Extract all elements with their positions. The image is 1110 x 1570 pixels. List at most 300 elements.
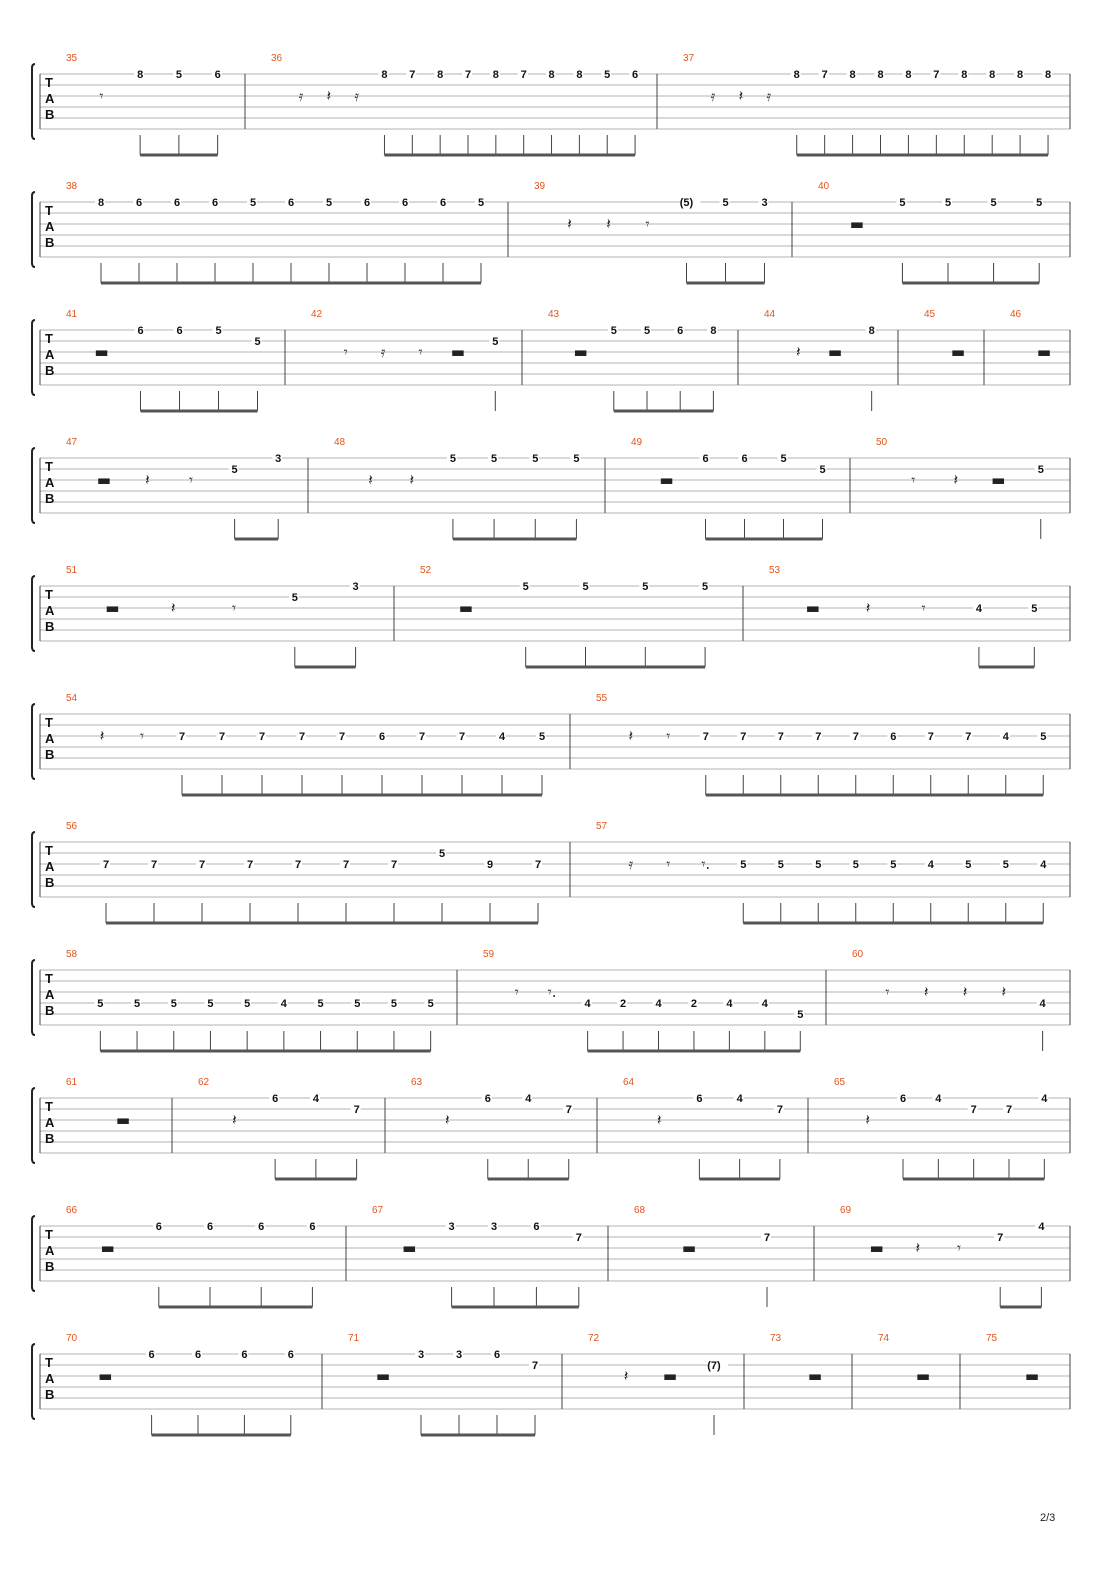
measure-number: 54: [66, 693, 78, 704]
measure: [271, 53, 639, 155]
measure: [348, 1333, 539, 1435]
measure: [924, 309, 965, 361]
fret-number: 4: [927, 859, 934, 871]
measure-number: 36: [271, 53, 283, 64]
rest-symbol: ▬: [450, 343, 465, 361]
rest-symbol: 𝄾: [343, 343, 348, 361]
fret-number: 6: [194, 1349, 202, 1361]
fret-number: 4: [935, 1093, 942, 1105]
measure-number: 39: [534, 181, 546, 192]
measure: [66, 821, 542, 923]
fret-number: 8: [961, 69, 968, 81]
rest-symbol: 𝄿: [710, 87, 716, 105]
rest-symbol: ▬: [98, 1367, 113, 1385]
fret-number: 5: [990, 197, 997, 209]
fret-number: 6: [135, 197, 143, 209]
fret-number: 3: [455, 1349, 463, 1361]
fret-number: 8: [1017, 69, 1024, 81]
fret-number: 6: [702, 453, 709, 465]
fret-number: 6: [439, 197, 447, 209]
measure: [311, 309, 499, 411]
measure-number: 61: [66, 1077, 78, 1088]
measure-number: 65: [834, 1077, 846, 1088]
fret-number: 8: [793, 69, 800, 81]
fret-number: 2: [619, 998, 627, 1010]
rest-symbol: 𝄽: [232, 1111, 237, 1129]
measure-number: 57: [596, 821, 608, 832]
measure-number: 35: [66, 53, 78, 64]
fret-number: 7: [815, 731, 822, 743]
tab-system: [32, 1077, 1070, 1179]
fret-number: 7: [575, 1232, 582, 1244]
measure: [334, 437, 580, 539]
fret-number: 7: [418, 731, 426, 743]
measure-number: 71: [348, 1333, 360, 1344]
fret-number: 7: [933, 69, 940, 81]
tab-system: [32, 693, 1070, 795]
rest-symbol: ▬: [991, 471, 1006, 489]
rest-symbol: 𝄿: [628, 855, 634, 873]
fret-number: 5: [491, 453, 498, 465]
measure-number: 47: [66, 437, 78, 448]
fret-number: 5: [492, 336, 499, 348]
rest-symbol: 𝄽: [567, 215, 572, 233]
fret-number: 2: [690, 998, 698, 1010]
measure-number: 46: [1010, 309, 1022, 320]
fret-number: 5: [291, 592, 298, 604]
system-bracket: [32, 832, 35, 907]
tab-system: [32, 949, 1070, 1051]
rest-symbol: ▬: [100, 1239, 115, 1257]
tab-clef-letter: B: [45, 1387, 55, 1402]
fret-number: (7): [707, 1360, 721, 1372]
fret-number: 3: [275, 453, 282, 465]
fret-number: 7: [702, 731, 709, 743]
fret-number: 7: [821, 69, 828, 81]
fret-number: 6: [287, 197, 295, 209]
fret-number: 4: [1002, 731, 1009, 743]
measure: [852, 949, 1047, 1051]
measure-number: 38: [66, 181, 78, 192]
fret-number: 6: [241, 1349, 248, 1361]
fret-number: 7: [464, 69, 472, 81]
measure: [764, 309, 876, 411]
tab-clef-letter: B: [45, 619, 55, 634]
rest-symbol: ▬: [115, 1111, 131, 1129]
fret-number: 7: [258, 731, 266, 743]
fret-number: 6: [214, 69, 221, 81]
system-bracket: [32, 1216, 35, 1291]
rest-symbol: 𝄽: [1001, 983, 1007, 1001]
rest-symbol: ▬: [375, 1367, 391, 1385]
rest-symbol: 𝄽: [796, 343, 801, 361]
rest-symbol: ▬: [681, 1239, 697, 1257]
fret-number: 4: [498, 731, 506, 743]
tab-clef-letter: A: [45, 219, 55, 234]
tab-clef-letter: T: [45, 715, 53, 730]
fret-number: 5: [582, 581, 589, 593]
fret-number: 5: [777, 859, 784, 871]
measure-number: 41: [66, 309, 78, 320]
fret-number: 4: [312, 1093, 319, 1105]
fret-number: 8: [137, 69, 144, 81]
fret-number: 6: [176, 325, 183, 337]
fret-number: 8: [877, 69, 884, 81]
measure: [818, 181, 1043, 283]
fret-number: 5: [477, 197, 485, 209]
measure-number: 52: [420, 565, 432, 576]
fret-number: 5: [702, 581, 709, 593]
measure-number: 68: [634, 1205, 646, 1216]
tab-clef-letter: B: [45, 747, 55, 762]
tab-clef-letter: T: [45, 843, 53, 858]
measure: [623, 1077, 784, 1179]
rest-symbol: 𝄽: [738, 87, 744, 105]
measure: [66, 1333, 295, 1435]
rest-symbol: 𝄿: [380, 343, 386, 361]
rest-symbol: 𝄾: [666, 727, 671, 745]
measure: [66, 53, 222, 155]
tab-clef-letter: B: [45, 875, 55, 890]
fret-number: 4: [1039, 998, 1046, 1010]
rest-symbol: 𝄾.: [547, 983, 557, 1001]
rest-symbol: ▬: [805, 599, 820, 617]
measure-number: 53: [769, 565, 781, 576]
system-bracket: [32, 576, 35, 651]
rest-symbol: 𝄽: [623, 1367, 629, 1385]
rest-symbol: ▬: [869, 1239, 884, 1257]
rest-symbol: 𝄽: [923, 983, 929, 1001]
measure-number: 72: [588, 1333, 600, 1344]
fret-number: 7: [338, 731, 346, 743]
measure-number: 69: [840, 1205, 852, 1216]
fret-number: 7: [520, 69, 527, 81]
fret-number: 3: [417, 1349, 425, 1361]
rest-symbol: 𝄽: [656, 1111, 662, 1129]
measure: [986, 1333, 1039, 1385]
fret-number: 7: [409, 69, 416, 81]
fret-number: 7: [294, 859, 302, 871]
tab-clef-letter: B: [45, 107, 55, 122]
fret-number: 8: [576, 69, 583, 81]
fret-number: 8: [989, 69, 996, 81]
measure-number: 62: [198, 1077, 210, 1088]
rest-symbol: ▬: [105, 599, 120, 617]
rest-symbol: 𝄾: [189, 471, 193, 489]
measure-number: 60: [852, 949, 864, 960]
fret-number: 6: [287, 1349, 294, 1361]
fret-number: 7: [390, 859, 398, 871]
fret-number: 6: [173, 197, 181, 209]
rest-symbol: 𝄽: [170, 599, 176, 617]
fret-number: 6: [272, 1093, 279, 1105]
fret-number: 5: [780, 453, 787, 465]
measure-number: 45: [924, 309, 936, 320]
measure: [548, 309, 717, 411]
rest-symbol: ▬: [807, 1367, 823, 1385]
fret-number: 5: [1040, 731, 1047, 743]
tab-clef-letter: T: [45, 331, 53, 346]
fret-number: 8: [381, 69, 388, 81]
fret-number: 8: [868, 325, 875, 337]
measure: [411, 1077, 573, 1179]
system-bracket: [32, 448, 35, 523]
rest-symbol: 𝄾: [911, 471, 916, 489]
rest-symbol: 𝄽: [865, 1111, 870, 1129]
fret-number: 7: [531, 1360, 539, 1372]
tab-clef-letter: T: [45, 971, 53, 986]
fret-number: 5: [1031, 603, 1038, 615]
tab-clef-letter: T: [45, 203, 53, 218]
fret-number: 3: [490, 1221, 498, 1233]
measure: [769, 565, 1038, 667]
fret-number: 7: [298, 731, 306, 743]
measure-number: 55: [596, 693, 608, 704]
fret-number: 7: [534, 859, 542, 871]
fret-number: 4: [1038, 1221, 1045, 1233]
fret-number: 5: [438, 848, 446, 860]
fret-number: 7: [763, 1232, 771, 1244]
rest-symbol: ▬: [1036, 343, 1052, 361]
fret-number: 5: [819, 464, 826, 476]
tab-system: [32, 821, 1070, 923]
fret-number: 5: [231, 464, 238, 476]
tab-clef-letter: A: [45, 91, 55, 106]
fret-number: 7: [776, 1104, 783, 1116]
rest-symbol: 𝄽: [326, 87, 332, 105]
measure-number: 64: [623, 1077, 635, 1088]
rest-symbol: 𝄾: [666, 855, 671, 873]
fret-number: 5: [215, 325, 222, 337]
fret-number: 5: [390, 998, 398, 1010]
fret-number: 6: [493, 1349, 501, 1361]
fret-number: 6: [137, 325, 144, 337]
fret-number: 7: [178, 731, 186, 743]
rest-symbol: 𝄾: [140, 727, 144, 745]
rest-symbol: 𝄿: [766, 87, 772, 105]
fret-number: 5: [890, 859, 897, 871]
measure-number: 50: [876, 437, 888, 448]
tab-clef-letter: T: [45, 1099, 53, 1114]
rest-symbol: 𝄾.: [701, 855, 711, 873]
rest-symbol: 𝄽: [953, 471, 959, 489]
fret-number: 5: [449, 453, 456, 465]
fret-number: 4: [655, 998, 662, 1010]
fret-number: 5: [249, 197, 257, 209]
fret-number: 5: [722, 197, 729, 209]
fret-number: 4: [280, 998, 287, 1010]
measure: [634, 1205, 771, 1307]
rest-symbol: 𝄽: [962, 983, 968, 1001]
measure-number: 51: [66, 565, 78, 576]
fret-number: 4: [736, 1093, 743, 1105]
fret-number: 6: [258, 1221, 265, 1233]
fret-number: 4: [726, 998, 733, 1010]
rest-symbol: ▬: [94, 343, 109, 361]
measure-number: 63: [411, 1077, 423, 1088]
fret-number: 5: [1036, 197, 1043, 209]
tab-clef-letter: B: [45, 1003, 55, 1018]
fret-number: 7: [927, 731, 934, 743]
measure: [596, 821, 1047, 923]
measure-number: 44: [764, 309, 776, 320]
system-bracket: [32, 704, 35, 779]
page-number: 2/3: [1040, 1512, 1056, 1524]
fret-number: 8: [1044, 69, 1052, 81]
fret-number: 6: [401, 197, 409, 209]
fret-number: 7: [353, 1104, 360, 1116]
fret-number: 8: [905, 69, 912, 81]
fret-number: (5): [679, 197, 694, 209]
measure: [534, 181, 769, 283]
fret-number: 6: [206, 1221, 214, 1233]
measure: [770, 1333, 822, 1385]
fret-number: 5: [207, 998, 214, 1010]
tab-clef-letter: A: [45, 859, 55, 874]
fret-number: 5: [317, 998, 324, 1010]
rest-symbol: 𝄾: [645, 215, 650, 233]
fret-number: 7: [777, 731, 784, 743]
rest-symbol: 𝄽: [606, 215, 611, 233]
tab-clef-letter: T: [45, 587, 53, 602]
fret-number: 3: [761, 197, 768, 209]
measure: [631, 437, 827, 539]
measure: [483, 949, 804, 1051]
measure-number: 74: [878, 1333, 890, 1344]
fret-number: 5: [97, 998, 104, 1010]
rest-symbol: ▬: [662, 1367, 678, 1385]
fret-number: 5: [538, 731, 546, 743]
measure-number: 42: [311, 309, 323, 320]
fret-number: 5: [573, 453, 580, 465]
fret-number: 4: [1040, 859, 1047, 871]
fret-number: 7: [970, 1104, 977, 1116]
rest-symbol: 𝄽: [865, 599, 871, 617]
tab-clef-letter: T: [45, 1355, 53, 1370]
fret-number: 7: [218, 731, 226, 743]
fret-number: 4: [584, 998, 591, 1010]
fret-number: 7: [198, 859, 206, 871]
tab-clef-letter: A: [45, 1243, 55, 1258]
tab-clef-letter: A: [45, 1371, 55, 1386]
fret-number: 7: [102, 859, 110, 871]
measure: [596, 693, 1047, 795]
fret-number: 6: [363, 197, 371, 209]
rest-symbol: ▬: [573, 343, 588, 361]
measure-number: 75: [986, 1333, 998, 1344]
rest-symbol: 𝄾: [885, 983, 890, 1001]
tab-clef-letter: B: [45, 363, 55, 378]
fret-number: 5: [133, 998, 141, 1010]
rest-symbol: ▬: [458, 599, 473, 617]
rest-symbol: 𝄾: [957, 1239, 961, 1257]
system-bracket: [32, 1344, 35, 1419]
measure: [66, 693, 546, 795]
measure: [876, 437, 1045, 539]
fret-number: 8: [437, 69, 444, 81]
tab-system: [32, 53, 1070, 155]
fret-number: 7: [852, 731, 859, 743]
fret-number: 7: [150, 859, 158, 871]
tab-clef-letter: B: [45, 1259, 55, 1274]
tab-clef-letter: B: [45, 491, 55, 506]
measure: [66, 1077, 130, 1129]
rest-symbol: ▬: [849, 215, 864, 233]
rest-symbol: ▬: [950, 343, 966, 361]
tab-system: [32, 437, 1070, 539]
measure: [588, 1333, 728, 1435]
fret-number: 5: [797, 1009, 804, 1021]
rest-symbol: ▬: [402, 1239, 417, 1257]
system-bracket: [32, 1088, 35, 1163]
fret-number: 5: [815, 859, 822, 871]
system-bracket: [32, 64, 35, 139]
fret-number: 8: [492, 69, 499, 81]
system-bracket: [32, 320, 35, 395]
tab-system: [32, 565, 1070, 667]
rest-symbol: 𝄿: [354, 87, 359, 105]
tab-clef-letter: A: [45, 347, 55, 362]
fret-number: 8: [97, 197, 105, 209]
measure: [66, 1205, 316, 1307]
fret-number: 5: [325, 197, 333, 209]
measure-number: 73: [770, 1333, 782, 1344]
measure: [834, 1077, 1048, 1179]
fret-number: 5: [740, 859, 747, 871]
fret-number: 5: [254, 336, 261, 348]
rest-symbol: 𝄽: [444, 1111, 450, 1129]
measure: [372, 1205, 583, 1307]
measure-number: 43: [548, 309, 560, 320]
fret-number: 5: [604, 69, 611, 81]
fret-number: 6: [211, 197, 219, 209]
fret-number: 5: [1002, 859, 1009, 871]
rest-symbol: ▬: [96, 471, 111, 489]
fret-number: 7: [246, 859, 254, 871]
measure: [1010, 309, 1051, 361]
measure-number: 59: [483, 949, 495, 960]
fret-number: 6: [155, 1221, 162, 1233]
fret-number: 4: [525, 1093, 532, 1105]
rest-symbol: 𝄿: [298, 87, 304, 105]
fret-number: 6: [696, 1093, 703, 1105]
measure-number: 67: [372, 1205, 384, 1216]
fret-number: 5: [354, 998, 361, 1010]
tab-system: [32, 1205, 1070, 1307]
rest-symbol: 𝄾: [514, 983, 519, 1001]
rest-symbol: 𝄾: [99, 87, 104, 105]
rest-symbol: 𝄾: [232, 599, 236, 617]
measure: [66, 309, 262, 411]
measure-number: 49: [631, 437, 643, 448]
tab-clef-letter: A: [45, 1115, 55, 1130]
fret-number: 5: [610, 325, 617, 337]
fret-number: 8: [849, 69, 856, 81]
system-bracket: [32, 192, 35, 267]
fret-number: 5: [899, 197, 906, 209]
fret-number: 6: [890, 731, 897, 743]
fret-number: 7: [342, 859, 350, 871]
tab-clef-letter: T: [45, 459, 53, 474]
tab-system: [32, 309, 1070, 411]
tab-clef-letter: B: [45, 1131, 55, 1146]
rest-symbol: 𝄽: [145, 471, 150, 489]
tab-clef-letter: A: [45, 731, 55, 746]
fret-number: 5: [852, 859, 859, 871]
fret-number: 5: [965, 859, 972, 871]
fret-number: 3: [352, 581, 359, 593]
fret-number: 5: [532, 453, 539, 465]
